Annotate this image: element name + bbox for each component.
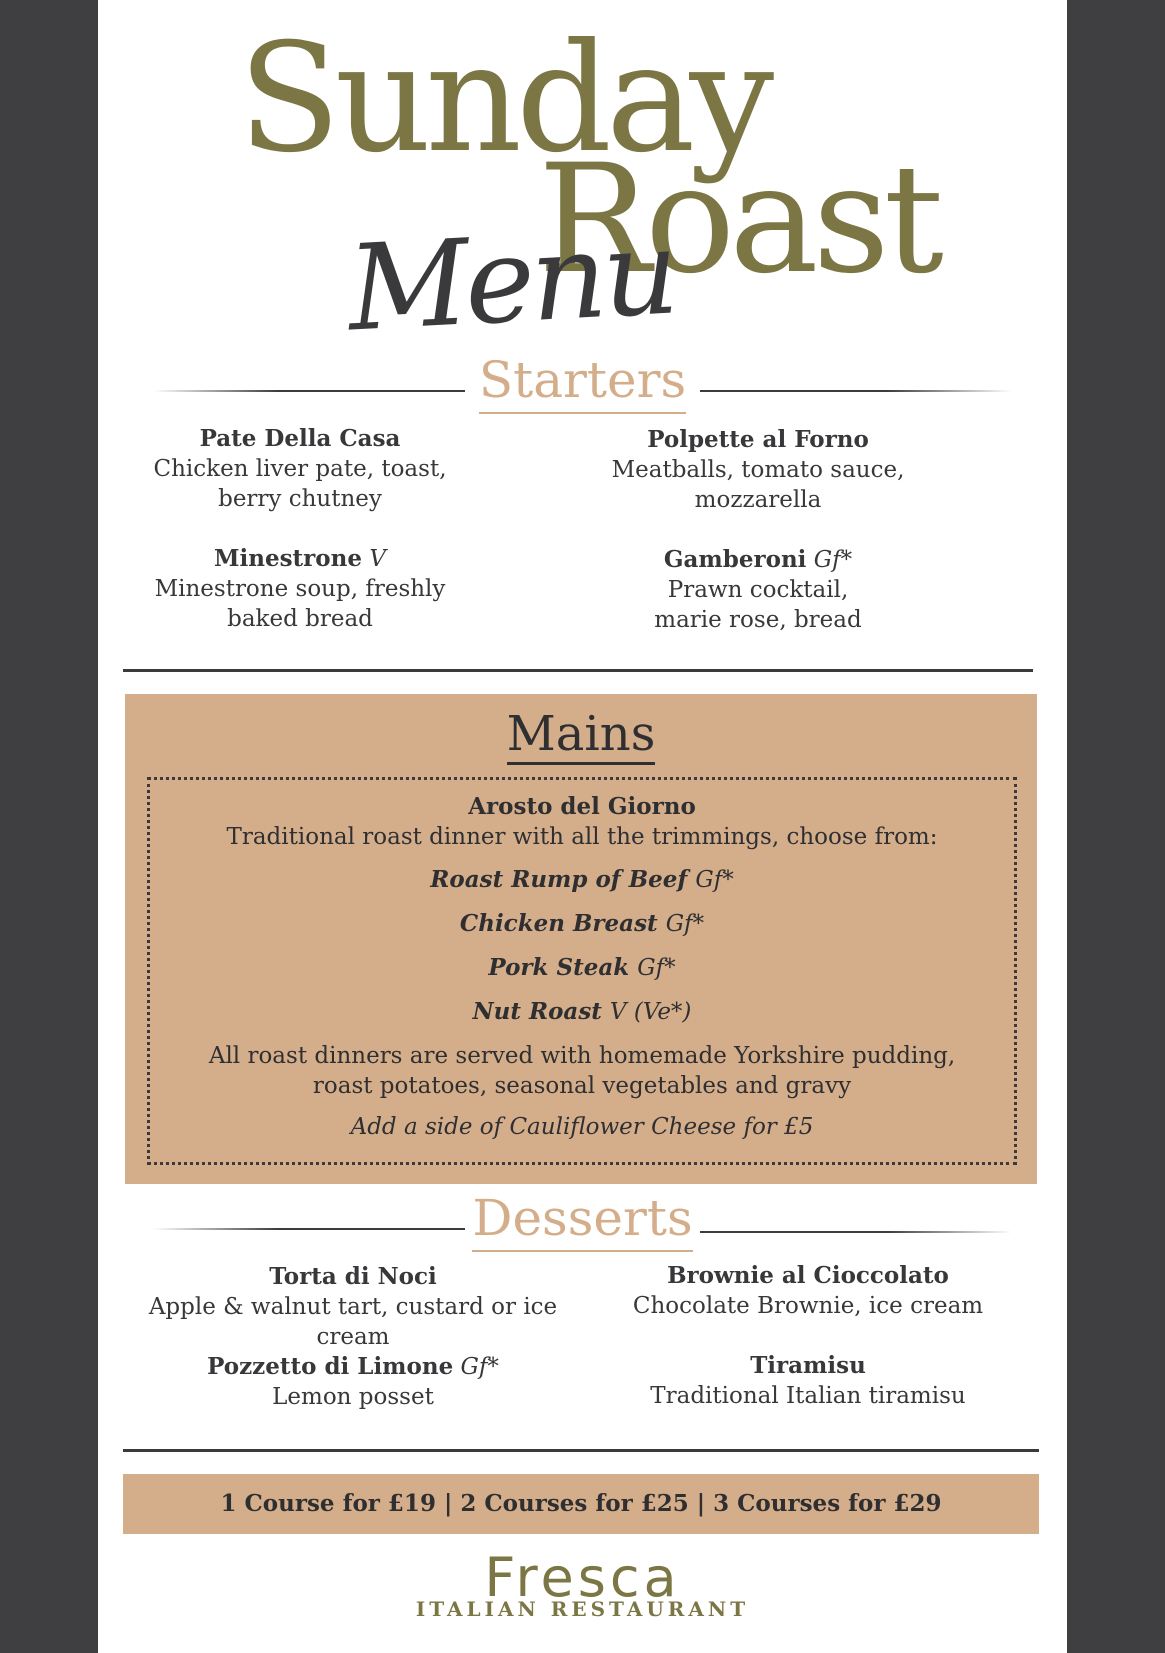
dietary-tag: V (Ve*) [609, 999, 692, 1025]
starter-desc: Minestrone soup, freshly [154, 576, 446, 602]
dietary-tag: V [369, 546, 386, 572]
mains-panel [125, 694, 1037, 1184]
dietary-tag: Gf* [813, 547, 853, 573]
starter-name: Minestrone [214, 545, 362, 572]
dessert-name: Pozzetto di Limone [207, 1353, 454, 1380]
desserts-heading: Desserts [98, 1188, 1067, 1252]
dessert-item [118, 1352, 588, 1412]
dessert-desc: Chocolate Brownie, ice cream [632, 1293, 984, 1319]
mains-side-note: Add a side of Cauliflower Cheese for £5 [350, 1114, 814, 1140]
pricing-bar: 1 Course for £19 | 2 Courses for £25 | 3 Courses for £29 [123, 1474, 1039, 1534]
mains-option: Roast Rump of Beef Gf* [430, 866, 734, 893]
starter-name: Gamberoni [663, 546, 807, 573]
title-roast: Roast [538, 133, 938, 307]
starter-desc: Prawn cocktail, [667, 577, 849, 603]
starter-desc: Chicken liver pate, toast, [153, 456, 447, 482]
starters-heading: Starters [98, 350, 1067, 414]
mains-dotted-frame [147, 777, 1017, 1165]
mains-option: Pork Steak Gf* [488, 954, 676, 981]
starter-desc: berry chutney [218, 486, 382, 512]
starter-desc: marie rose, bread [654, 607, 862, 633]
mains-heading: Mains [125, 706, 1037, 762]
title-menu: Menu [344, 202, 679, 358]
starter-name: Polpette al Forno [647, 426, 869, 453]
dessert-desc: Traditional Italian tiramisu [650, 1383, 966, 1409]
dessert-desc: Apple & walnut tart, custard or ice cream [148, 1294, 558, 1350]
title-sunday: Sunday [238, 12, 769, 186]
menu-sheet [98, 0, 1067, 1653]
fresca-logo: Fresca [484, 1546, 681, 1609]
dessert-name: Tiramisu [750, 1352, 866, 1379]
dessert-item [118, 1262, 588, 1352]
dessert-desc: Lemon posset [272, 1384, 434, 1410]
starter-item [150, 544, 450, 634]
dessert-item [598, 1261, 1018, 1321]
dietary-tag: Gf* [695, 867, 734, 893]
mains-intro: Traditional roast dinner with all the trimmings, choose from: [226, 824, 938, 850]
starter-desc: baked bread [227, 606, 373, 632]
starter-desc: mozzarella [694, 487, 822, 513]
mains-option: Nut Roast V (Ve*) [472, 998, 692, 1025]
mains-served-note: roast potatoes, seasonal vegetables and gravy [312, 1073, 852, 1099]
dietary-tag: Gf* [665, 911, 705, 937]
dietary-tag: Gf* [637, 955, 676, 981]
section-divider [123, 1449, 1039, 1452]
mains-served-note: All roast dinners are served with homemade Yorkshire pudding, [208, 1043, 956, 1069]
dessert-name: Brownie al Cioccolato [667, 1262, 949, 1289]
starter-item [150, 424, 450, 514]
dietary-tag: Gf* [460, 1354, 499, 1380]
logo-subtitle: ITALIAN RESTAURANT [415, 1597, 750, 1621]
section-divider [123, 669, 1033, 672]
starter-item [608, 545, 908, 635]
mains-option: Chicken Breast Gf* [459, 910, 705, 937]
starter-desc: Meatballs, tomato sauce, [611, 457, 905, 483]
mains-dish-name: Arosto del Giorno [468, 793, 696, 820]
starter-name: Pate Della Casa [199, 425, 401, 452]
dessert-name: Torta di Noci [269, 1263, 437, 1290]
starter-item [608, 425, 908, 515]
dessert-item [598, 1351, 1018, 1411]
